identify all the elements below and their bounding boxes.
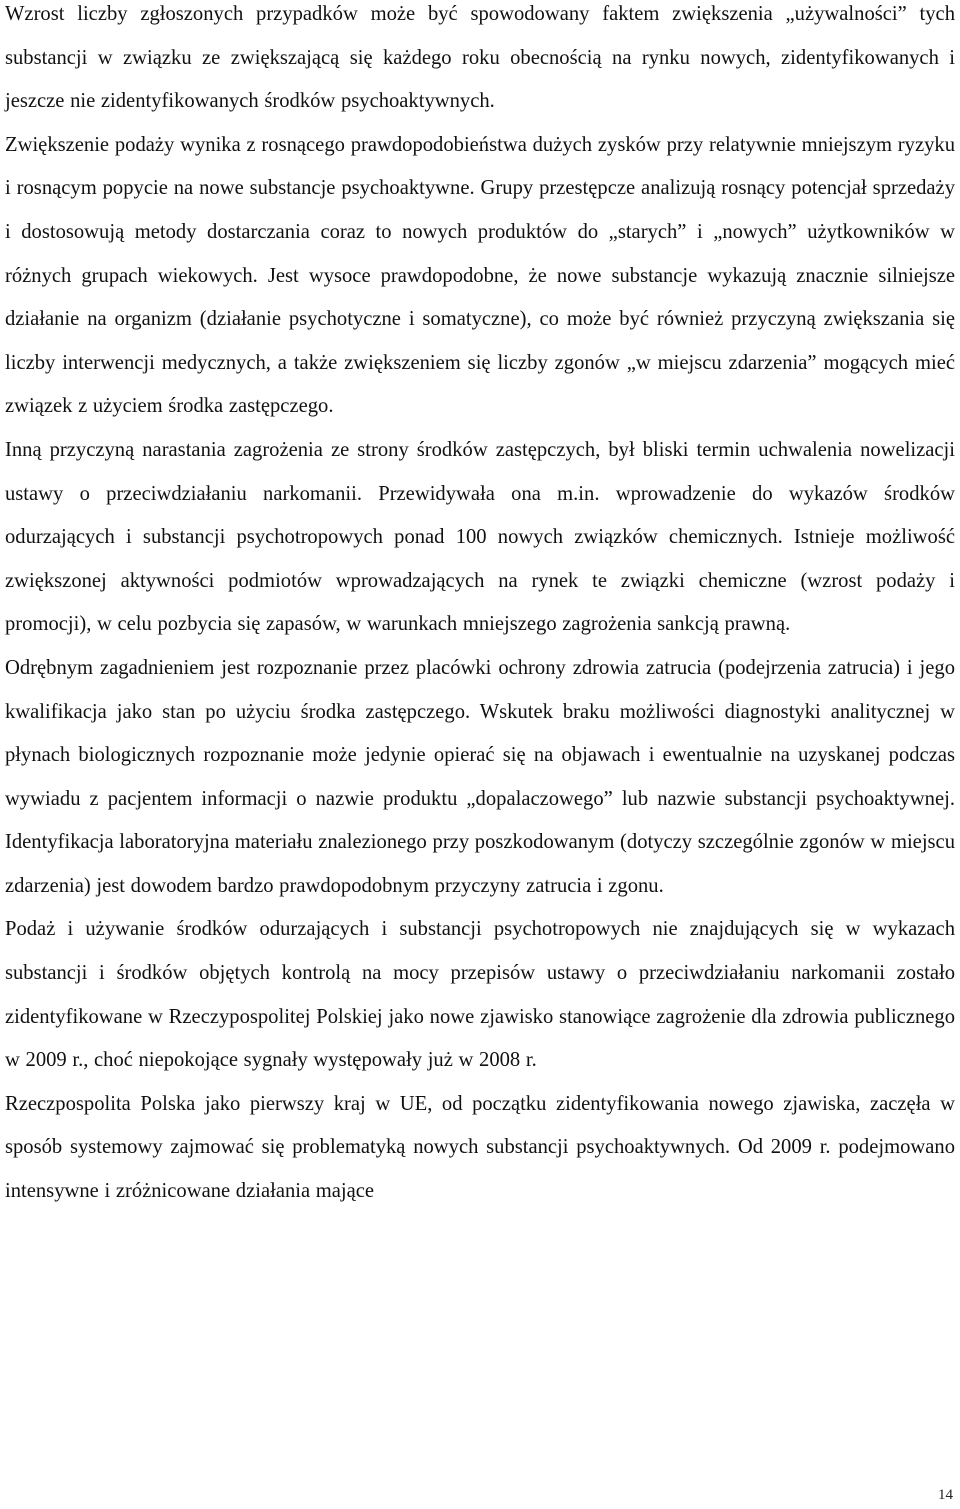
- paragraph-4: Odrębnym zagadnieniem jest rozpoznanie przez placówki ochrony zdrowia zatrucia (podejrzenia zatrucia) i jego kwalifikacja jako stan po użyciu środka zastępczego. Wskutek braku możliwości diagnostyki analitycznej w płynach biologicznych rozpoznanie może jedynie opierać się na objawach i ewentualnie na uzyskanej podczas wywiadu z pacjentem informacji o nazwie produktu „dopalaczowego” lub nazwie substancji psychoaktywnej. Identyfikacja laboratoryjna materiału znalezionego przy poszkodowanym (dotyczy szczególnie zgonów w miejscu zdarzenia) jest dowodem bardzo prawdopodobnym przyczyny zatrucia i zgonu.: [5, 656, 955, 897]
- paragraph-2: Zwiększenie podaży wynika z rosnącego prawdopodobieństwa dużych zysków przy relatywnie mniejszym ryzyku i rosnącym popycie na nowe substancje psychoaktywne. Grupy przestępcze analizują rosnący potencjał sprzedaży i dostosowują metody dostarczania coraz to nowych produktów do „starych” i „nowych” użytkowników w różnych grupach wiekowych. Jest wysoce prawdopodobne, że nowe substancje wykazują znacznie silniejsze działanie na organizm (działanie psychotyczne i somatyczne), co może być również przyczyną zwiększania się liczby interwencji medycznych, a także zwiększeniem się liczby zgonów „w miejscu zdarzenia” mogących mieć związek z użyciem środka zastępczego.: [5, 133, 955, 418]
- paragraph-3: Inną przyczyną narastania zagrożenia ze strony środków zastępczych, był bliski termin uchwalenia nowelizacji ustawy o przeciwdziałaniu narkomanii. Przewidywała ona m.in. wprowadzenie do wykazów środków odurzających i substancji psychotropowych ponad 100 nowych związków chemicznych. Istnieje możliwość zwiększonej aktywności podmiotów wprowadzających na rynek te związki chemiczne (wzrost podaży i promocji), w celu pozbycia się zapasów, w warunkach mniejszego zagrożenia sankcją prawną.: [5, 438, 955, 636]
- paragraph-1: Wzrost liczby zgłoszonych przypadków może być spowodowany faktem zwiększenia „używalności” tych substancji w związku ze zwiększającą się każdego roku obecnością na rynku nowych, zidentyfikowanych i jeszcze nie zidentyfikowanych środków psychoaktywnych.: [5, 3, 955, 113]
- document-page: [5, 0, 955, 1214]
- paragraph-5: Podaż i używanie środków odurzających i substancji psychotropowych nie znajdujących się w wykazach substancji i środków objętych kontrolą na mocy przepisów ustawy o przeciwdziałaniu narkomanii zostało zidentyfikowane w Rzeczypospolitej Polskiej jako nowe zjawisko stanowiące zagrożenie dla zdrowia publicznego w 2009 r., choć niepokojące sygnały występowały już w 2008 r.: [5, 918, 955, 1072]
- paragraph-6: Rzeczpospolita Polska jako pierwszy kraj w UE, od początku zidentyfikowania nowego zjawiska, zaczęła w sposób systemowy zajmować się problematyką nowych substancji psychoaktywnych. Od 2009 r. podejmowano intensywne i zróżnicowane działania mające: [5, 1092, 955, 1203]
- page-number: 14: [938, 1487, 953, 1503]
